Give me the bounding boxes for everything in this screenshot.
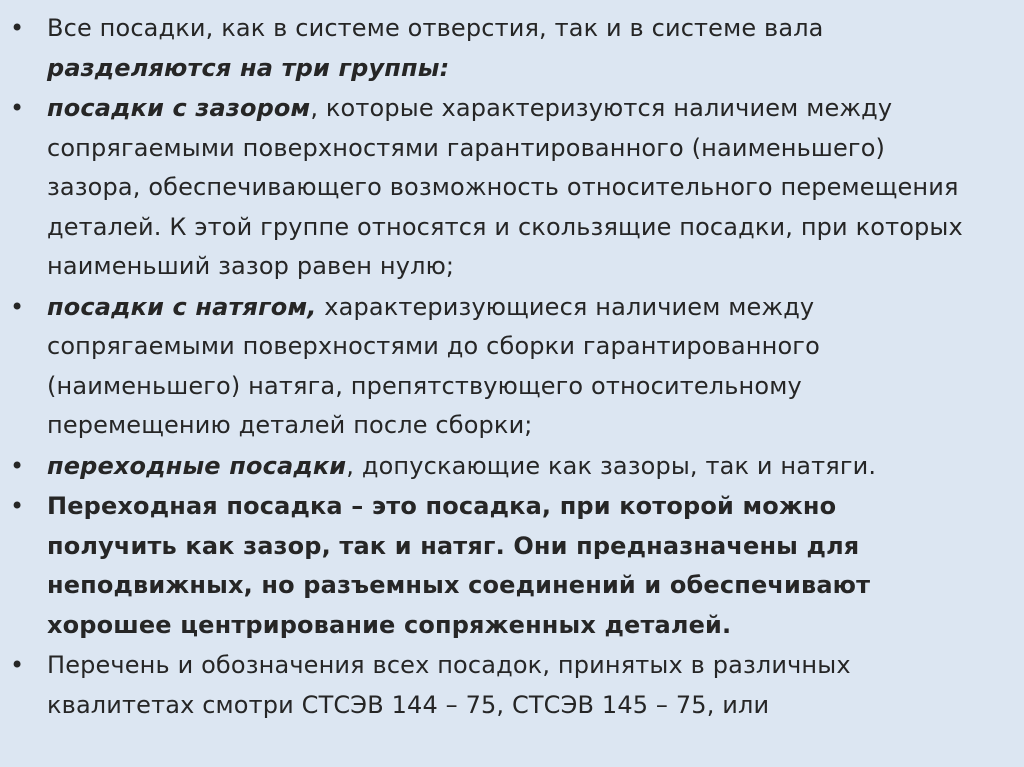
- bullet-icon: •: [10, 492, 25, 520]
- standards-reference-text: Перечень и обозначения всех посадок, принятых в различных квалитетах смотри СТСЭВ 144 – 75, СТСЭВ 145 – 75, или: [47, 651, 851, 719]
- intro-text: Все посадки, как в системе отверстия, так и в системе вала: [47, 14, 824, 42]
- bullet-list: [0, 9, 1024, 725]
- list-item-clearance-fit: [0, 89, 1024, 287]
- bullet-icon: •: [10, 651, 25, 679]
- list-item-interference-fit: [0, 288, 1024, 446]
- list-item-intro: [0, 9, 1024, 88]
- list-item-standards-reference: [0, 646, 1024, 725]
- interference-fit-text: характеризующиеся наличием между сопрягаемыми поверхностями до сборки гарантированного (наименьшего) натяга, препятствующего относительному перемещению деталей после сборки;: [47, 292, 820, 439]
- clearance-fit-term: посадки с зазором: [47, 94, 311, 122]
- bullet-icon: •: [10, 451, 25, 480]
- transition-fit-term: переходные посадки: [47, 451, 347, 480]
- transition-definition-text: Переходная посадка – это посадка, при которой можно получить как зазор, так и натяг. Они предназначены для неподвижных, но разъемных соединений и обеспечивают хорошее центрирование сопряженных деталей.: [47, 492, 871, 639]
- transition-fit-text: , допускающие как зазоры, так и натяги.: [346, 451, 877, 480]
- clearance-fit-text: , которые характеризуются наличием между сопрягаемыми поверхностями гарантированного (наименьшего) зазора, обеспечивающего возможность относительного перемещения деталей. К этой группе относятся и скользящие посадки, при которых наименьший зазор равен нулю;: [47, 94, 963, 280]
- list-item-transition-fit: [0, 447, 1024, 487]
- list-item-transition-definition: [0, 487, 1024, 645]
- bullet-icon: •: [10, 292, 25, 321]
- interference-fit-term: посадки с натягом,: [47, 292, 317, 321]
- intro-emphasis: разделяются на три группы:: [47, 53, 450, 82]
- bullet-icon: •: [10, 14, 25, 42]
- bullet-icon: •: [10, 94, 25, 122]
